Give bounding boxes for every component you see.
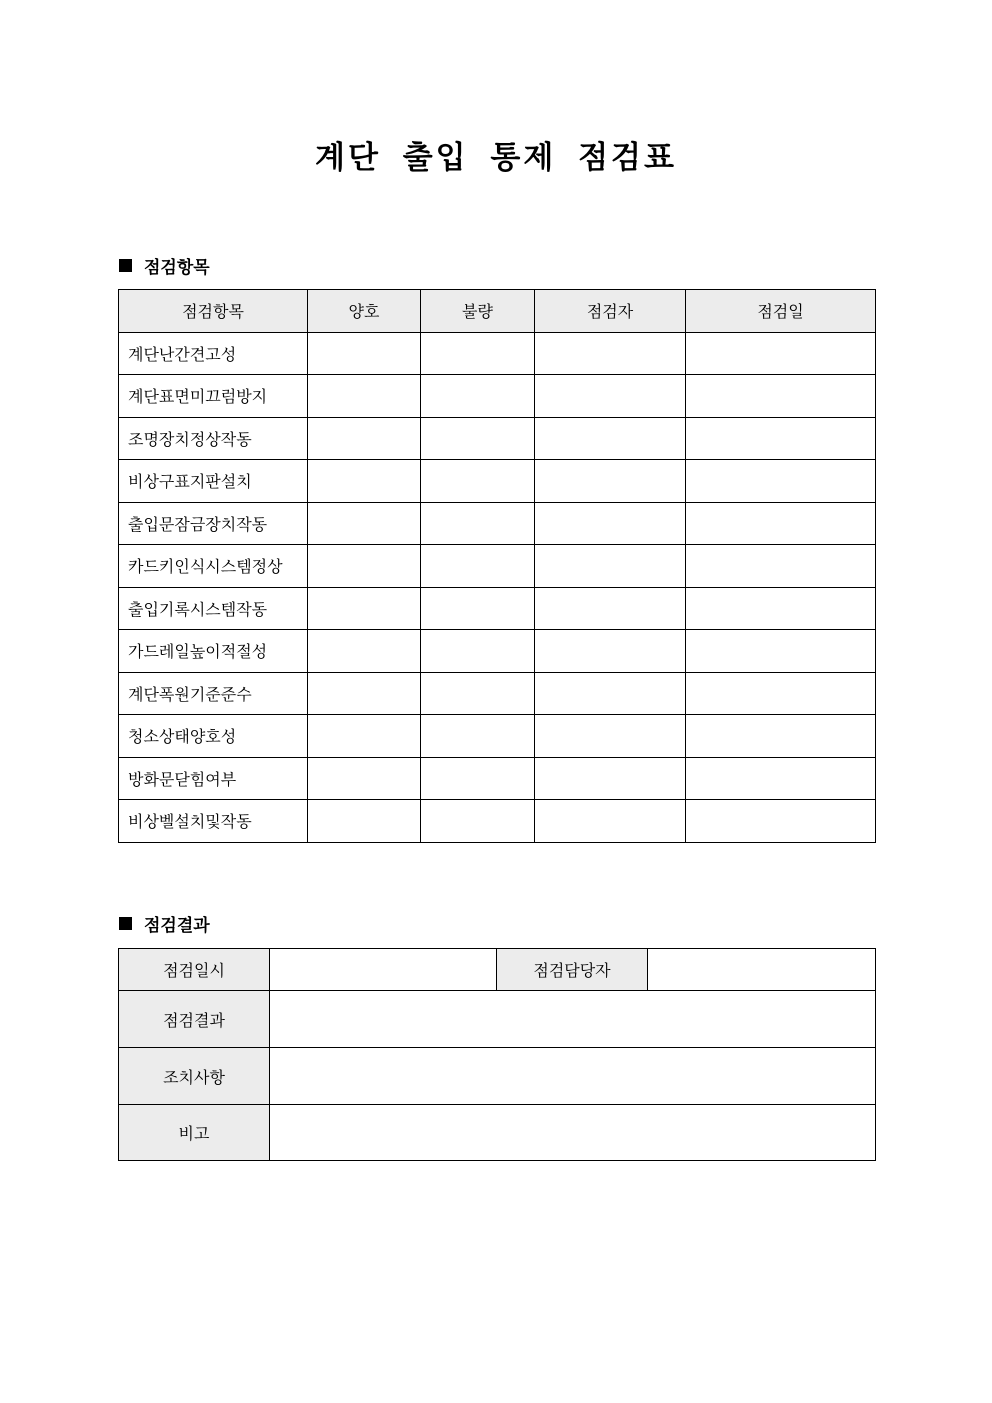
table-row [119,991,876,1048]
inspector-cell[interactable] [535,502,686,545]
inspector-cell[interactable] [535,332,686,375]
bad-cell[interactable] [421,375,535,418]
inspector-cell[interactable] [535,545,686,588]
table-row [119,460,876,503]
bad-cell[interactable] [421,332,535,375]
table-row [119,502,876,545]
table-row [119,1105,876,1161]
item-label: 계단폭원기준준수 [119,672,308,715]
bad-cell[interactable] [421,545,535,588]
date-cell[interactable] [686,587,876,630]
page-title: 계단 출입 통제 점검표 [315,140,677,176]
good-cell[interactable] [308,672,421,715]
table-row [119,715,876,758]
section-heading-results [119,911,210,936]
date-cell[interactable] [686,630,876,673]
bad-cell[interactable] [421,715,535,758]
column-header-date: 점검일 [686,290,876,333]
date-cell[interactable] [686,545,876,588]
section-heading-label: 점검결과 [144,916,210,936]
table-row [119,375,876,418]
inspection-manager-label: 점검담당자 [497,949,648,991]
item-label: 방화문닫힘여부 [119,757,308,800]
inspection-result-field[interactable] [270,991,876,1048]
date-cell[interactable] [686,715,876,758]
table-row [119,800,876,843]
section-heading-label: 점검항목 [144,258,210,278]
inspector-cell[interactable] [535,672,686,715]
date-cell[interactable] [686,417,876,460]
date-cell[interactable] [686,375,876,418]
bad-cell[interactable] [421,800,535,843]
bad-cell[interactable] [421,502,535,545]
item-label: 비상구표지판설치 [119,460,308,503]
column-header-item: 점검항목 [119,290,308,333]
inspector-cell[interactable] [535,757,686,800]
good-cell[interactable] [308,715,421,758]
bad-cell[interactable] [421,630,535,673]
inspector-cell[interactable] [535,460,686,503]
square-bullet-icon [119,259,132,272]
good-cell[interactable] [308,417,421,460]
table-header-row [119,290,876,333]
item-label: 청소상태양호성 [119,715,308,758]
column-header-bad: 불량 [421,290,535,333]
note-label: 비고 [119,1105,270,1161]
column-header-inspector: 점검자 [535,290,686,333]
table-row [119,1048,876,1105]
note-field[interactable] [270,1105,876,1161]
bad-cell[interactable] [421,460,535,503]
good-cell[interactable] [308,332,421,375]
bad-cell[interactable] [421,757,535,800]
date-cell[interactable] [686,460,876,503]
inspection-date-field[interactable] [270,949,497,991]
good-cell[interactable] [308,545,421,588]
inspector-cell[interactable] [535,800,686,843]
date-cell[interactable] [686,332,876,375]
table-row [119,630,876,673]
table-row [119,757,876,800]
item-label: 계단난간견고성 [119,332,308,375]
inspection-date-label: 점검일시 [119,949,270,991]
inspector-cell[interactable] [535,417,686,460]
good-cell[interactable] [308,587,421,630]
results-table [118,948,876,1161]
good-cell[interactable] [308,800,421,843]
date-cell[interactable] [686,800,876,843]
table-row [119,332,876,375]
item-label: 출입기록시스템작동 [119,587,308,630]
bad-cell[interactable] [421,587,535,630]
good-cell[interactable] [308,375,421,418]
inspector-cell[interactable] [535,587,686,630]
item-label: 조명장치정상작동 [119,417,308,460]
inspector-cell[interactable] [535,630,686,673]
item-label: 비상벨설치및작동 [119,800,308,843]
table-row [119,949,876,991]
date-cell[interactable] [686,757,876,800]
table-row [119,417,876,460]
item-label: 계단표면미끄럼방지 [119,375,308,418]
table-row [119,587,876,630]
inspection-manager-field[interactable] [648,949,876,991]
section-heading-check-items [119,253,210,278]
column-header-good: 양호 [308,290,421,333]
bad-cell[interactable] [421,672,535,715]
date-cell[interactable] [686,672,876,715]
item-label: 카드키인식시스템정상 [119,545,308,588]
action-taken-label: 조치사항 [119,1048,270,1105]
action-taken-field[interactable] [270,1048,876,1105]
table-row [119,545,876,588]
check-items-table [118,289,876,843]
inspector-cell[interactable] [535,715,686,758]
good-cell[interactable] [308,460,421,503]
date-cell[interactable] [686,502,876,545]
inspection-result-label: 점검결과 [119,991,270,1048]
bad-cell[interactable] [421,417,535,460]
item-label: 출입문잠금장치작동 [119,502,308,545]
good-cell[interactable] [308,502,421,545]
inspector-cell[interactable] [535,375,686,418]
square-bullet-icon [119,917,132,930]
good-cell[interactable] [308,630,421,673]
table-row [119,672,876,715]
item-label: 가드레일높이적절성 [119,630,308,673]
good-cell[interactable] [308,757,421,800]
